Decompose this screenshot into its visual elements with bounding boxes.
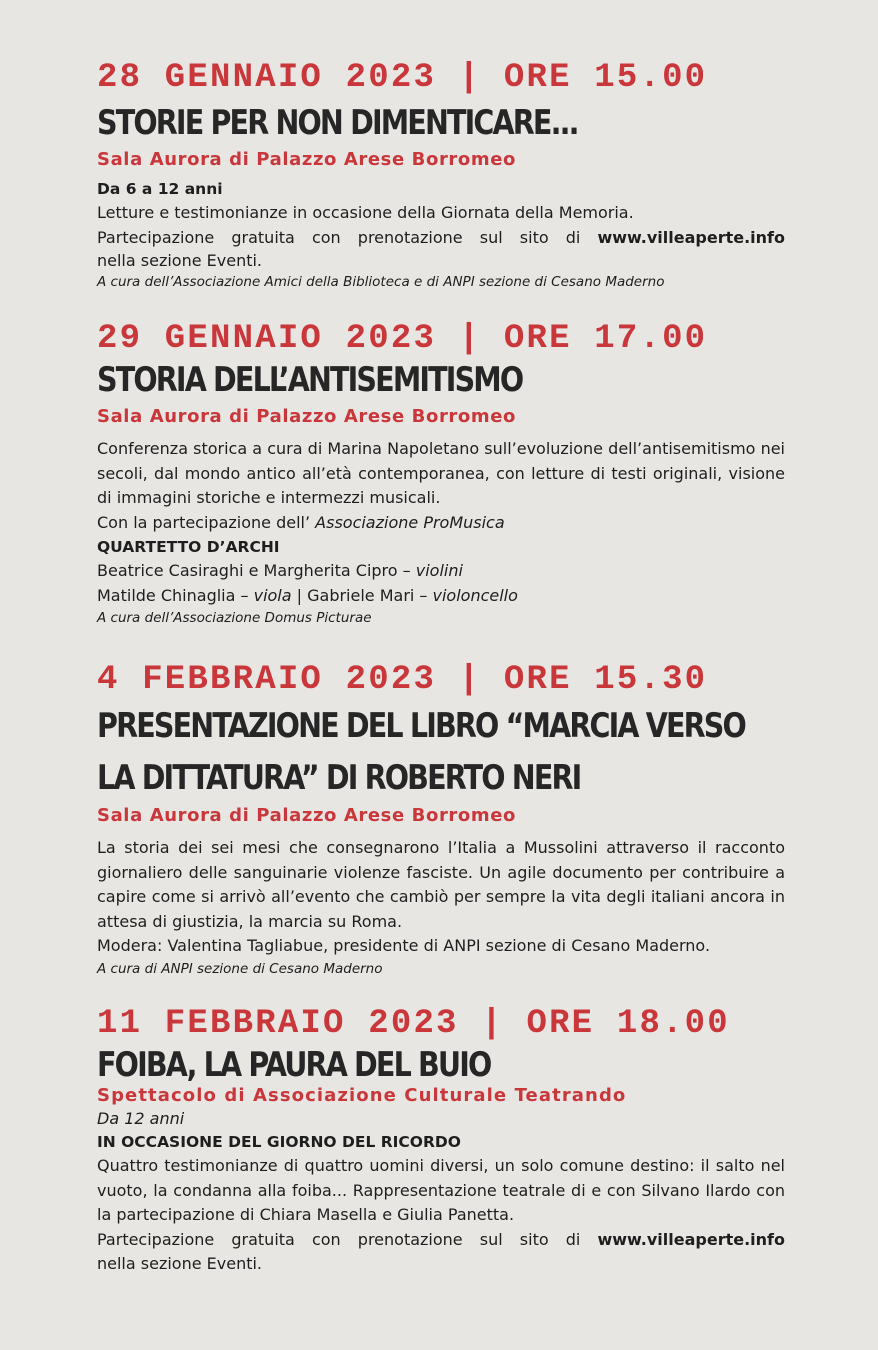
event-occasion: IN OCCASIONE DEL GIORNO DEL RICORDO [97, 1133, 461, 1151]
event-title: STORIA DELL’ANTISEMITISMO [97, 360, 523, 400]
booking-link[interactable]: www.villeaperte.info [597, 1229, 785, 1249]
event-4 [97, 1006, 785, 1277]
event-age: Da 6 a 12 anni [97, 180, 223, 198]
event-venue: Spettacolo di Associazione Culturale Teatrando [97, 1085, 627, 1106]
booking-line [97, 1228, 785, 1253]
musicians-line-2 [97, 584, 785, 609]
booking-text: Partecipazione gratuita con prenotazione sul sito di [97, 227, 598, 247]
event-credit: A cura dell’Associazione Amici della Biblioteca e di ANPI sezione di Cesano Maderno [97, 274, 665, 290]
event-date: 28 GENNAIO 2023 | ORE 15.00 [97, 59, 708, 97]
event-date: 4 FEBBRAIO 2023 | ORE 15.30 [97, 661, 708, 699]
event-description: Conferenza storica a cura di Marina Napoletano sull’evoluzione dell’antisemitismo nei secoli, dal mondo antico all’età contemporanea, con letture di testi originali, visione di immagini storiche e intermezzi musicali. [97, 439, 785, 507]
event-description: Quattro testimonianze di quattro uomini diversi, un solo comune destino: il salto nel vuoto, la condanna alla foiba... Rappresentazione teatrale di e con Silvano Ilardo con la partecipazione di Chiara Masella e Giulia Panetta. [97, 1156, 785, 1224]
event-1 [97, 60, 785, 292]
musician-names: Beatrice Casiraghi e Margherita Cipro – [97, 561, 416, 580]
event-date: 11 FEBBRAIO 2023 | ORE 18.00 [97, 1005, 730, 1043]
booking-text: Partecipazione gratuita con prenotazione sul sito di [97, 1229, 598, 1249]
event-description: La storia dei sei mesi che consegnarono l’Italia a Mussolini attraverso il racconto giornaliero delle sanguinarie violenze fasciste. Un agile documento per contribuire a capire come si arrivò all’evento che cambiò per sempre la vita degli italiani ancora in attesa di giustizia, la marcia su Roma. [97, 838, 785, 931]
musician-role: violoncello [432, 585, 518, 605]
booking-section: nella sezione Eventi. [97, 1254, 263, 1273]
musicians-line-1 [97, 559, 785, 584]
description-text: Letture e testimonianze in occasione della Giornata della Memoria. [97, 203, 634, 222]
event-3 [97, 662, 785, 979]
event-venue: Sala Aurora di Palazzo Arese Borromeo [97, 149, 516, 170]
event-age: Da 12 anni [97, 1109, 185, 1128]
event-2 [97, 321, 785, 628]
musician-name: Matilde Chinaglia – [97, 585, 254, 605]
booking-section: nella sezione Eventi. [97, 251, 263, 270]
event-venue: Sala Aurora di Palazzo Arese Borromeo [97, 805, 516, 826]
event-title: PRESENTAZIONE DEL LIBRO “MARCIA VERSO LA DITTATURA” DI ROBERTO NERI [97, 706, 745, 798]
event-venue: Sala Aurora di Palazzo Arese Borromeo [97, 406, 516, 427]
partner-text: Con la partecipazione dell’ [97, 512, 316, 532]
booking-link[interactable]: www.villeaperte.info [597, 227, 785, 247]
musician-name: | Gabriele Mari – [291, 585, 433, 605]
booking-line [97, 226, 785, 251]
event-title: FOIBA, LA PAURA DEL BUIO [97, 1045, 491, 1085]
event-date: 29 GENNAIO 2023 | ORE 17.00 [97, 320, 708, 358]
event-moderator: Modera: Valentina Tagliabue, presidente di ANPI sezione di Cesano Maderno. [97, 936, 711, 955]
musician-role: viola [253, 585, 292, 605]
event-title: STORIE PER NON DIMENTICARE... [97, 103, 578, 143]
partner-name: Associazione ProMusica [315, 512, 505, 532]
partner-line [97, 511, 785, 536]
event-credit: A cura di ANPI sezione di Cesano Maderno [97, 960, 383, 977]
musician-role: violini [415, 561, 463, 580]
event-credit: A cura dell’Associazione Domus Picturae [97, 610, 372, 626]
event-description [97, 201, 785, 226]
ensemble-name: QUARTETTO D’ARCHI [97, 538, 280, 556]
